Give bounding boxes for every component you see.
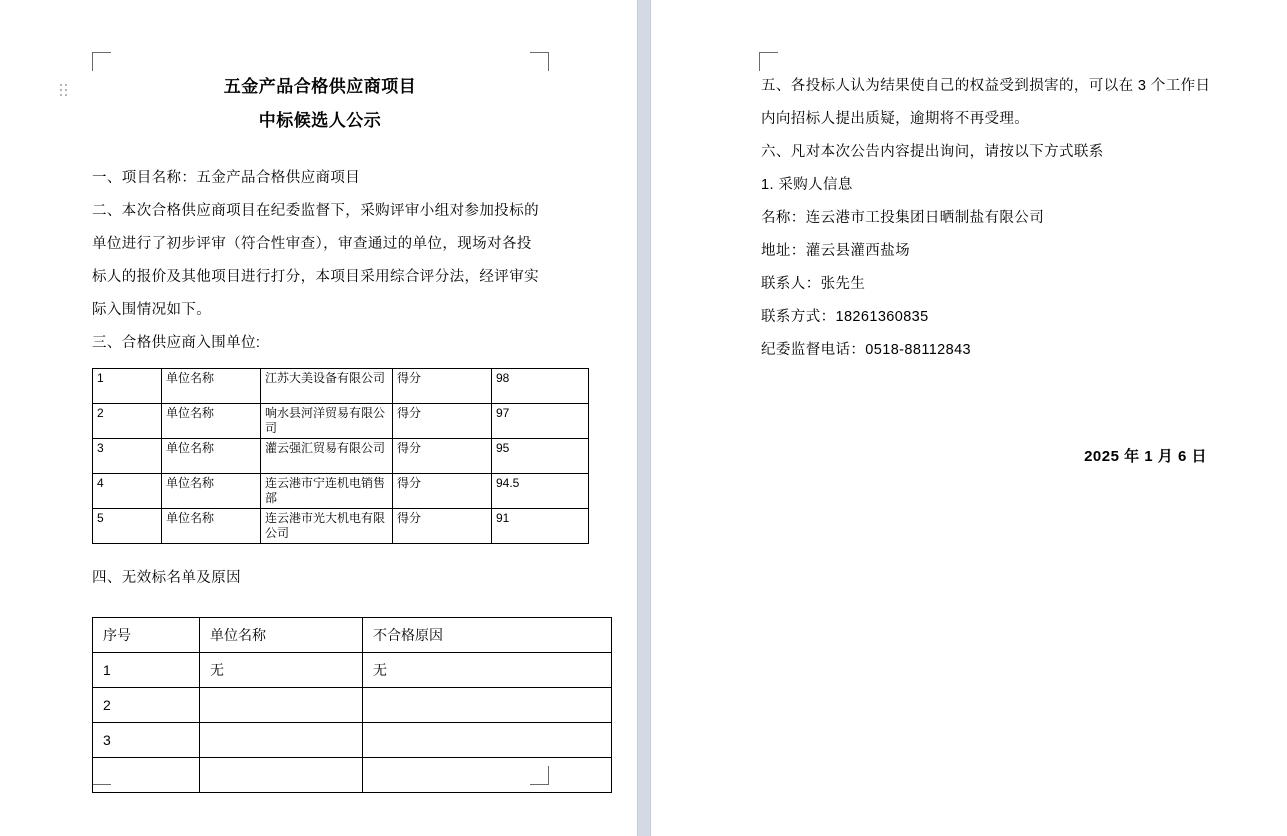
- crop-mark-top-left: [759, 52, 778, 71]
- supplier-name: 江苏大美设备有限公司: [261, 369, 393, 404]
- row-index: 2: [93, 688, 200, 723]
- purchaser-address: 地址：灌云县灌西盐场: [761, 243, 910, 259]
- section-item-6: 六、凡对本次公告内容提出询问，请按以下方式联系: [761, 144, 1104, 160]
- section-item-2-line-4: 际入围情况如下。: [92, 302, 212, 318]
- crop-mark-top-right: [530, 52, 549, 71]
- row-reason: 无: [363, 653, 612, 688]
- page-1-content: [92, 70, 548, 793]
- supplier-index: 5: [93, 509, 162, 544]
- supplier-name-label: 单位名称: [162, 509, 261, 544]
- row-reason: [363, 758, 612, 793]
- paragraph-drag-handle-icon[interactable]: [60, 84, 68, 98]
- supplier-name-label: 单位名称: [162, 369, 261, 404]
- supplier-index: 1: [93, 369, 162, 404]
- section-item-1: 一、项目名称：五金产品合格供应商项目: [92, 170, 361, 186]
- section-item-2-line-2: 单位进行了初步评审（符合性审查），审查通过的单位，现场对各投: [92, 236, 532, 252]
- row-reason: [363, 723, 612, 758]
- supplier-score: 98: [492, 369, 589, 404]
- qualified-suppliers-table: [92, 368, 589, 544]
- table-row: [93, 688, 612, 723]
- supplier-name: 灌云强汇贸易有限公司: [261, 439, 393, 474]
- section-item-2-line-1: 二、本次合格供应商项目在纪委监督下，采购评审小组对参加投标的: [92, 203, 539, 219]
- table-row: [93, 369, 589, 404]
- supplier-name-label: 单位名称: [162, 404, 261, 439]
- supplier-score-label: 得分: [393, 509, 492, 544]
- supplier-score-label: 得分: [393, 369, 492, 404]
- supplier-score-label: 得分: [393, 404, 492, 439]
- supervision-phone: 纪委监督电话：0518-88112843: [761, 342, 972, 358]
- supplier-index: 3: [93, 439, 162, 474]
- document-page-2: [651, 0, 1285, 836]
- table-row: [93, 723, 612, 758]
- column-header-reason: 不合格原因: [363, 618, 612, 653]
- section-item-4: 四、无效标名单及原因: [92, 570, 241, 586]
- supplier-index: 4: [93, 474, 162, 509]
- row-name: 无: [200, 653, 363, 688]
- supplier-score: 97: [492, 404, 589, 439]
- crop-mark-top-left: [92, 52, 111, 71]
- table-row: [93, 509, 589, 544]
- row-index: 3: [93, 723, 200, 758]
- row-name: [200, 723, 363, 758]
- row-reason: [363, 688, 612, 723]
- column-header-index: 序号: [93, 618, 200, 653]
- supplier-score: 91: [492, 509, 589, 544]
- invalid-bids-table: [92, 617, 612, 793]
- section-item-5-line-2: 内向招标人提出质疑，逾期将不再受理。: [761, 111, 1030, 127]
- page-2-content: [761, 70, 1231, 466]
- table-row: [93, 758, 612, 793]
- supplier-score-label: 得分: [393, 439, 492, 474]
- page-gutter: [637, 0, 651, 836]
- supplier-score: 94.5: [492, 474, 589, 509]
- table-row: [93, 474, 589, 509]
- section-item-3: 三、合格供应商入围单位:: [92, 335, 261, 351]
- supplier-name: 响水县河洋贸易有限公司: [261, 404, 393, 439]
- document-title-line-2: 中标候选人公示: [258, 111, 382, 130]
- supplier-name-label: 单位名称: [162, 439, 261, 474]
- purchaser-phone: 联系方式：18261360835: [761, 309, 929, 325]
- supplier-name: 连云港市宁连机电销售部: [261, 474, 393, 509]
- row-name: [200, 688, 363, 723]
- supplier-index: 2: [93, 404, 162, 439]
- publish-date: 2025 年 1 月 6 日: [1084, 448, 1207, 465]
- supplier-score-label: 得分: [393, 474, 492, 509]
- row-name: [200, 758, 363, 793]
- supplier-name: 连云港市光大机电有限公司: [261, 509, 393, 544]
- supplier-name-label: 单位名称: [162, 474, 261, 509]
- document-page-1: [0, 0, 637, 836]
- purchaser-contact-person: 联系人：张先生: [761, 276, 866, 292]
- document-title-line-1: 五金产品合格供应商项目: [223, 77, 417, 96]
- row-index: [93, 758, 200, 793]
- column-header-name: 单位名称: [200, 618, 363, 653]
- supplier-score: 95: [492, 439, 589, 474]
- section-item-2-line-3: 标人的报价及其他项目进行打分，本项目采用综合评分法，经评审实: [92, 269, 539, 285]
- table-row: [93, 439, 589, 474]
- table-row: [93, 404, 589, 439]
- purchaser-name: 名称：连云港市工投集团日晒制盐有限公司: [761, 210, 1045, 226]
- table-header-row: [93, 618, 612, 653]
- table-row: [93, 653, 612, 688]
- row-index: 1: [93, 653, 200, 688]
- section-item-5-line-1: 五、各投标人认为结果使自己的权益受到损害的，可以在 3 个工作日: [761, 78, 1211, 94]
- purchaser-info-heading: 1. 采购人信息: [761, 177, 853, 193]
